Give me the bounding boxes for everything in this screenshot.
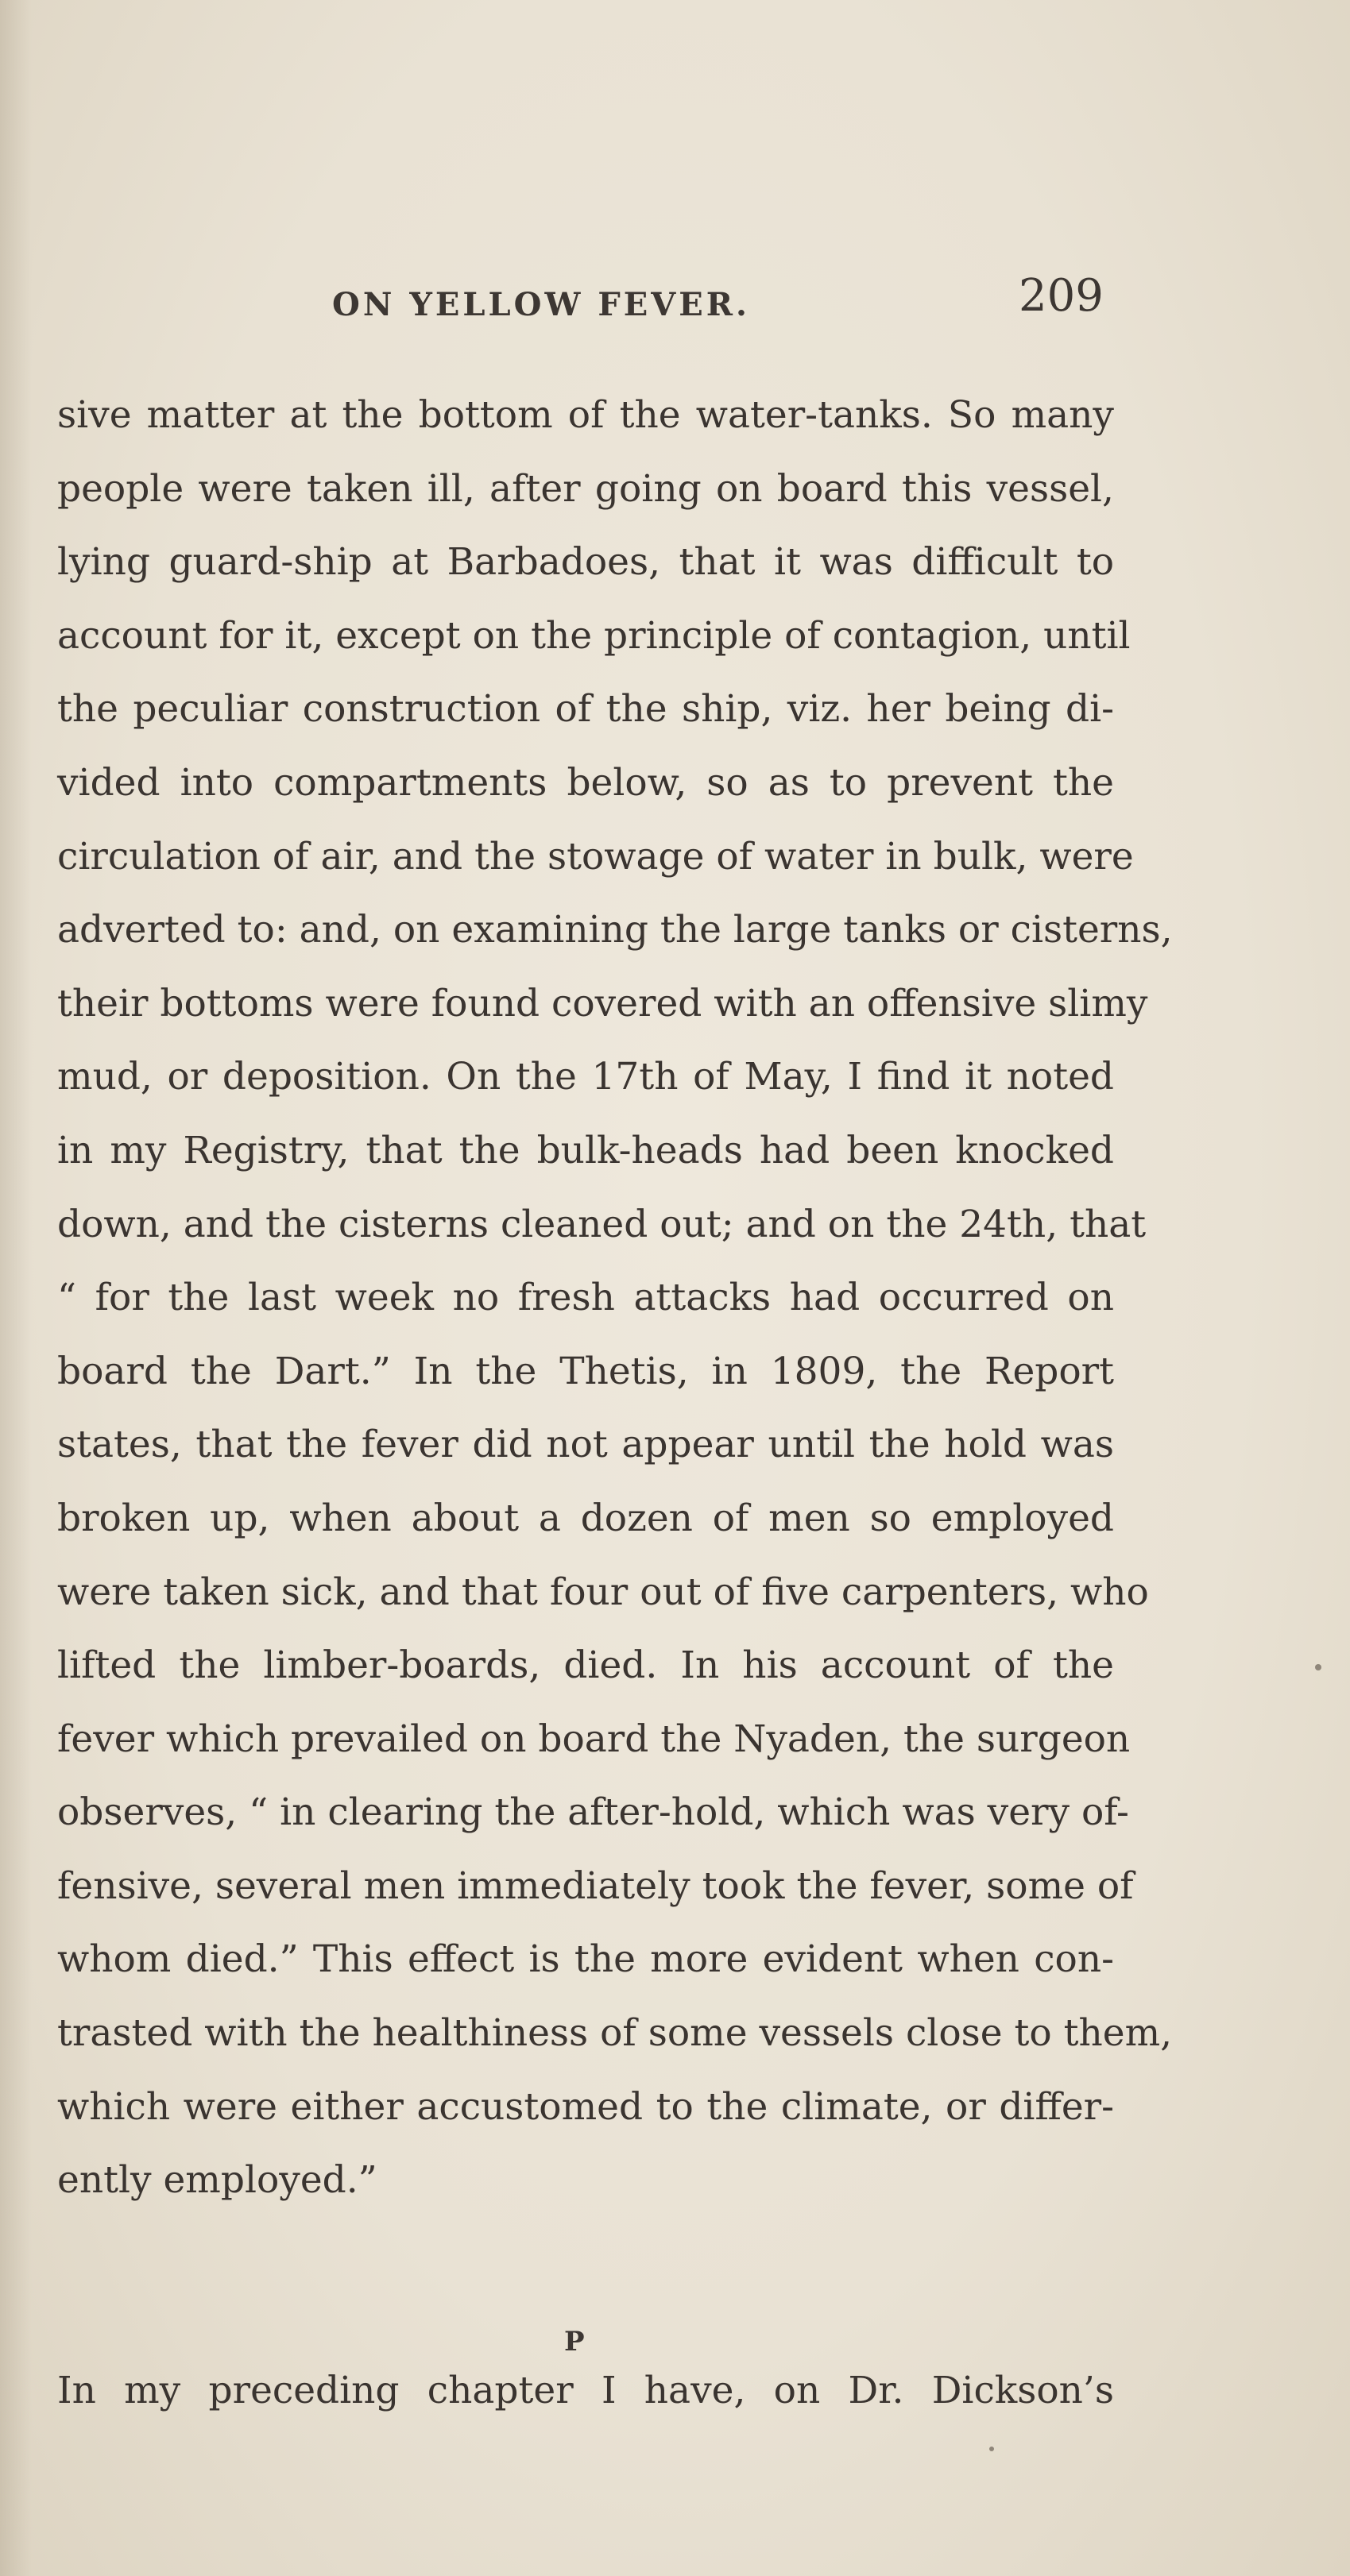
text-line: their bottoms were found covered with an offensive slimy — [57, 981, 1148, 1025]
text-line: sive matter at the bottom of the water-tanks. So many — [57, 393, 1114, 437]
text-line: fever which prevailed on board the Nyaden, the surgeon — [57, 1717, 1131, 1761]
text-line: in my Registry, that the bulk-heads had been knocked — [57, 1128, 1114, 1172]
paragraph-gap — [57, 2218, 1114, 2354]
text-line: adverted to: and, on examining the large tanks or cisterns, — [57, 908, 1173, 952]
gutter-shadow — [0, 0, 32, 2576]
paper-speck — [1315, 1664, 1321, 1670]
text-line: were taken sick, and that four out of five carpenters, who — [57, 1570, 1149, 1614]
text-line: account for it, except on the principle of contagion, until — [57, 613, 1131, 658]
text-line: circulation of air, and the stowage of water in bulk, were — [57, 834, 1134, 879]
text-line: board the Dart.” In the Thetis, in 1809, the Report — [57, 1349, 1114, 1393]
text-line: down, and the cisterns cleaned out; and on the 24th, that — [57, 1202, 1147, 1246]
text-line: “ for the last week no fresh attacks had occurred on — [57, 1276, 1114, 1320]
body-text — [57, 379, 1173, 2427]
text-line: mud, or deposition. On the 17th of May, I find it noted — [57, 1055, 1114, 1099]
running-head: ON YELLOW FEVER. — [332, 286, 750, 323]
text-line: whom died.” This effect is the more evident when con- — [57, 1937, 1114, 1982]
text-line: ently employed.” — [57, 2158, 377, 2203]
paragraph-first-line: In my preceding chapter I have, on Dr. Dickson’s — [57, 2368, 1114, 2412]
text-line: states, that the fever did not appear until the hold was — [57, 1423, 1114, 1467]
text-line: people were taken ill, after going on board this vessel, — [57, 466, 1114, 511]
paper-speck — [989, 2447, 994, 2451]
text-line: broken up, when about a dozen of men so employed — [57, 1496, 1114, 1540]
text-line: fensive, several men immediately took the fever, some of — [57, 1863, 1134, 1908]
text-line: trasted with the healthiness of some vessels close to them, — [57, 2011, 1173, 2056]
text-line: observes, “ in clearing the after-hold, which was very of- — [57, 1790, 1129, 1835]
text-line: lifted the limber-boards, died. In his account of the — [57, 1643, 1114, 1688]
text-line: the peculiar construction of the ship, viz. her being di- — [57, 687, 1114, 732]
signature-mark: P — [564, 2326, 585, 2358]
text-line: lying guard-ship at Barbadoes, that it was difficult to — [57, 540, 1114, 585]
text-line: which were either accustomed to the climate, or differ- — [57, 2084, 1114, 2129]
text-line: vided into compartments below, so as to prevent the — [57, 760, 1114, 805]
page-number: 209 — [1019, 270, 1104, 322]
